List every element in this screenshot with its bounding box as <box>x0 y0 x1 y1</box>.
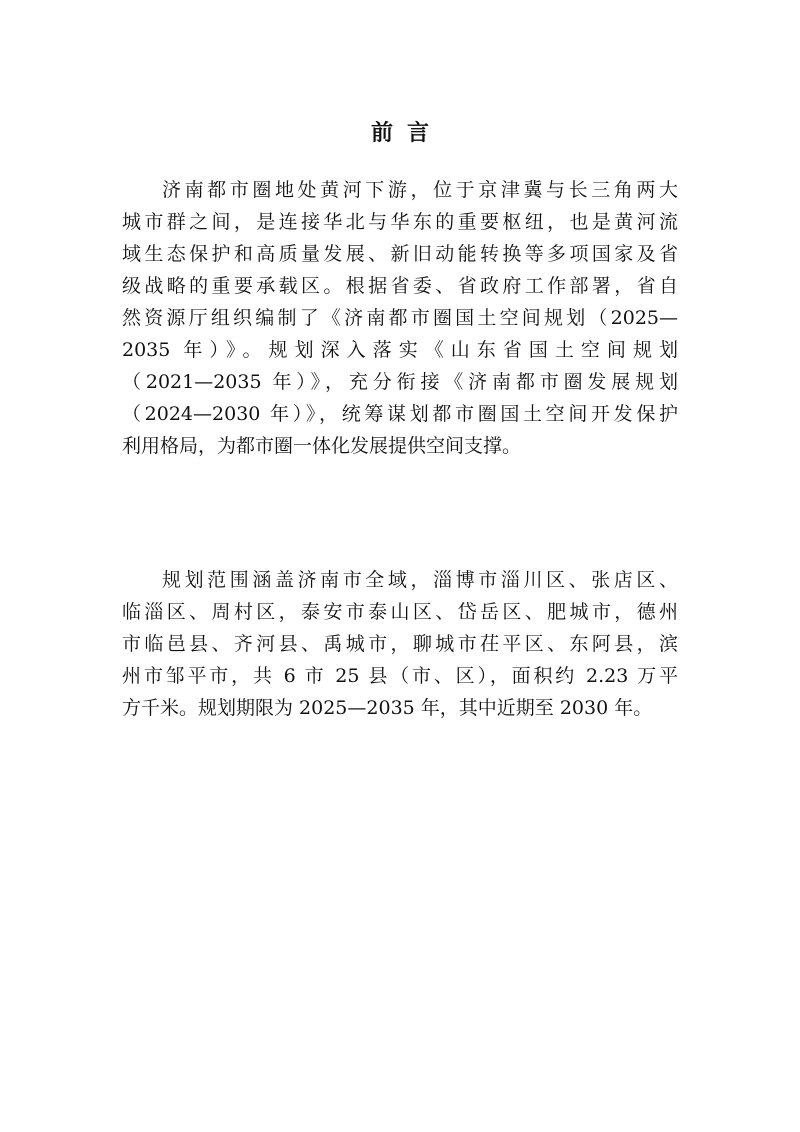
text-line: 城市群之间，是连接华北与华东的重要枢纽，也是黄河流 <box>122 211 678 233</box>
text-line: 方千米。规划期限为 2025—2035 年，其中近期至 2030 年。 <box>122 697 653 719</box>
text-line: 然资源厅组织编制了《济南都市圈国土空间规划（2025— <box>122 307 678 329</box>
text-line: （2024—2030 年）》，统筹谋划都市圈国土空间开发保护 <box>122 403 678 425</box>
page-title: 前言 <box>370 120 443 146</box>
text-line: 临淄区、周村区，泰安市泰山区、岱岳区、肥城市，德州 <box>122 601 678 623</box>
text-line: 济南都市圈地处黄河下游，位于京津冀与长三角两大 <box>162 179 678 201</box>
text-line: 规划范围涵盖济南市全域，淄博市淄川区、张店区、 <box>162 569 678 591</box>
preface-paragraph-2 <box>122 564 678 724</box>
text-line: （2021—2035 年）》，充分衔接《济南都市圈发展规划 <box>122 371 678 393</box>
text-line: 2035 年）》。规划深入落实《山东省国土空间规划 <box>122 339 678 361</box>
text-line: 级战略的重要承载区。根据省委、省政府工作部署，省自 <box>122 275 678 297</box>
text-line: 州市邹平市，共 6 市 25 县（市、区），面积约 2.23 万平 <box>122 665 678 687</box>
text-line: 利用格局，为都市圈一体化发展提供空间支撑。 <box>122 435 522 457</box>
text-line: 市临邑县、齐河县、禹城市，聊城市茌平区、东阿县，滨 <box>122 633 678 655</box>
text-line: 域生态保护和高质量发展、新旧动能转换等多项国家及省 <box>122 243 678 265</box>
preface-paragraph-1 <box>122 174 678 462</box>
